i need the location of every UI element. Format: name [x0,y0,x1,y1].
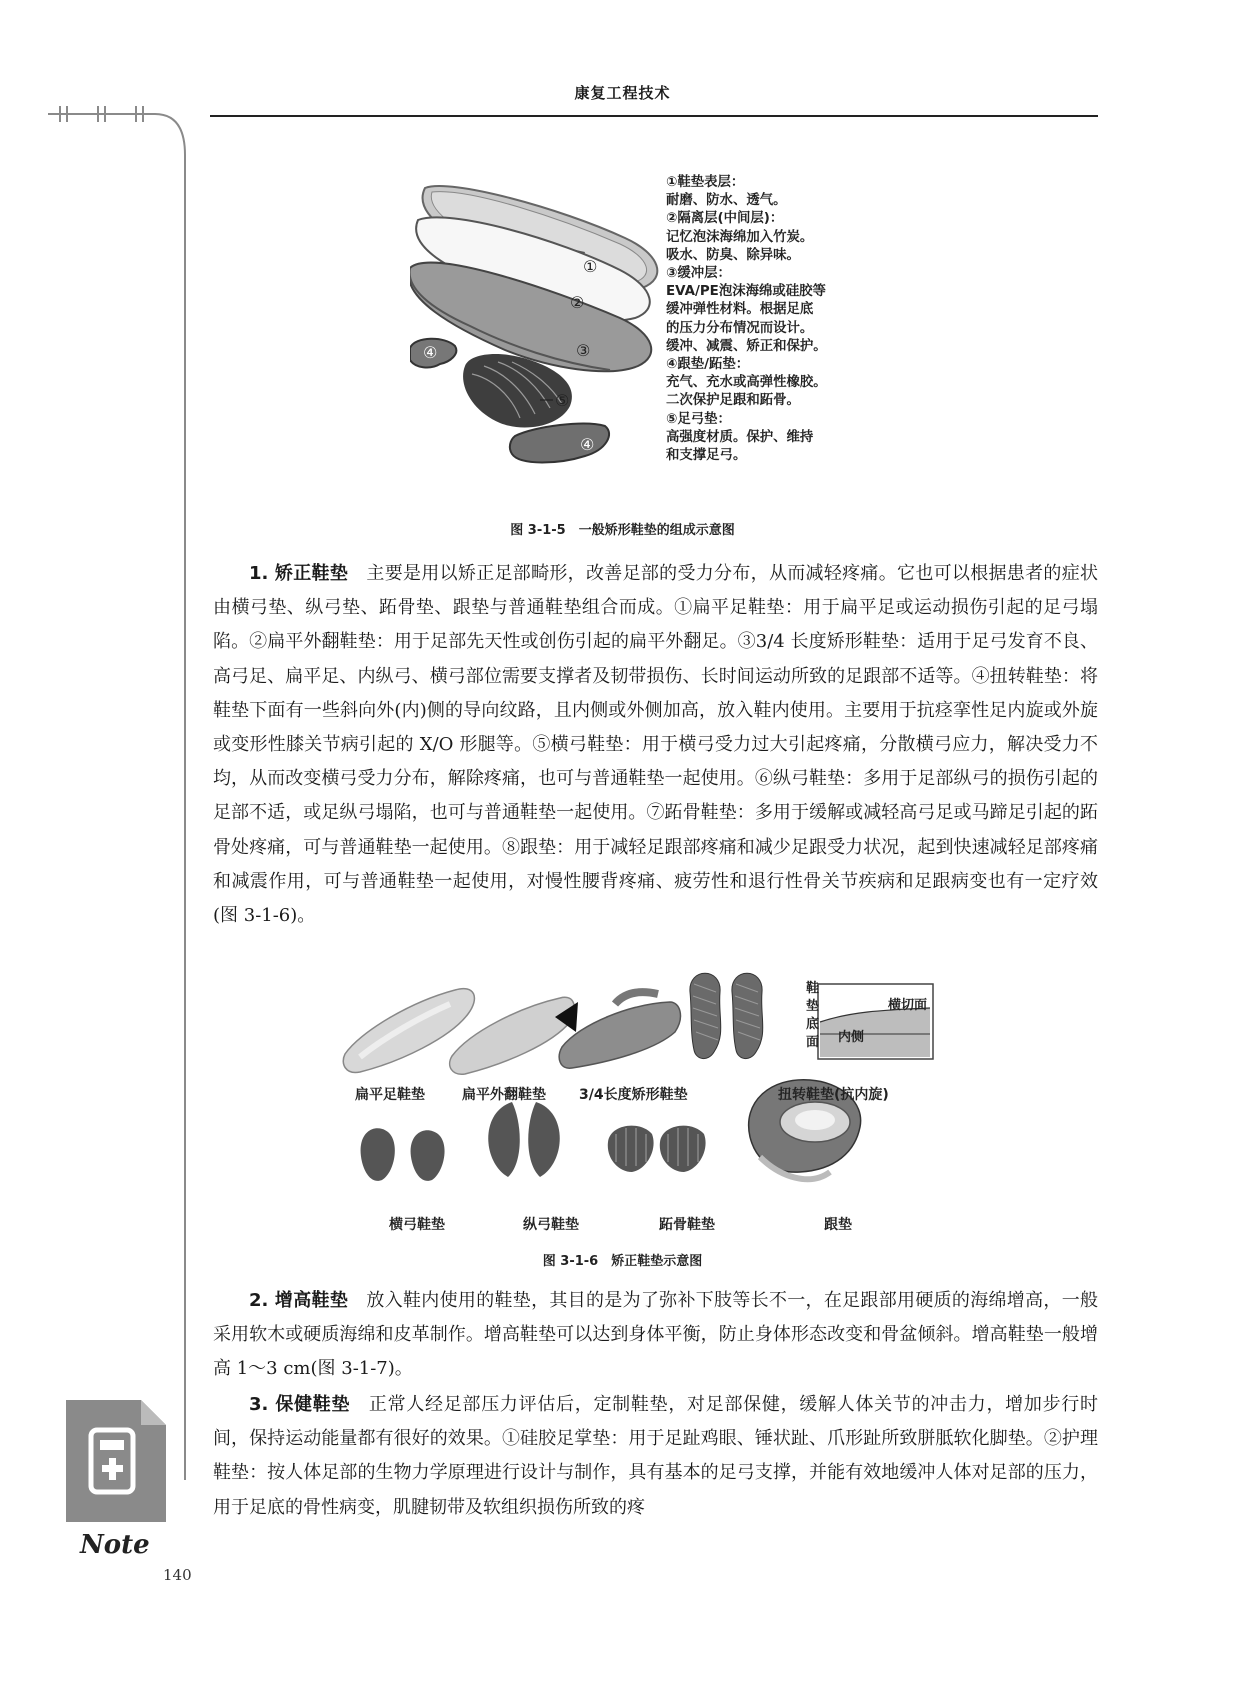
page-number: 140 [163,1566,192,1584]
label-sole-bottom: 鞋垫底面 [806,981,820,1050]
paragraph-corrective-insoles [213,557,1098,933]
margin-ornament [0,100,200,1500]
label-three-quarter-insole: 3/4长度矫形鞋垫 [579,1087,688,1103]
label-torsion-insole: 扭转鞋垫(抗内旋) [778,1087,889,1103]
paragraph-lead: 3. 保健鞋垫 [249,1394,351,1415]
marker-heel-pad: ④ [423,343,438,362]
paragraph-lead: 2. 增高鞋垫 [249,1290,349,1311]
running-header-title: 康复工程技术 [574,84,671,102]
legend-line: 缓冲、减震、矫正和保护。 [666,338,827,354]
figure-caption-3-1-5: 图 3-1-5 一般矫形鞋垫的组成示意图 [510,523,735,538]
label-cross-section: 横切面 [888,998,928,1013]
label-valgus-insole: 扁平外翻鞋垫 [462,1087,546,1103]
legend-line: 缓冲弹性材料。根据足底 [666,302,814,318]
paragraph-lead: 1. 矫正鞋垫 [249,563,349,584]
legend-line: 二次保护足跟和跖骨。 [666,393,800,409]
paragraph-health-insoles [213,1388,1098,1525]
label-metatarsal-pad: 跖骨鞋垫 [659,1217,715,1233]
paragraph-height-insoles [213,1284,1098,1387]
insole-layers-legend [666,174,926,465]
legend-line: ⑤足弓垫： [666,411,731,427]
insole-layers-diagram [410,178,670,508]
marker-layer-1: ① [583,257,598,276]
legend-line: EVA/PE泡沫海绵或硅胶等 [666,284,826,300]
label-transverse-arch-pad: 横弓鞋垫 [389,1217,445,1233]
note-box-icon [66,1400,166,1522]
figure-caption-3-1-6: 图 3-1-6 矫正鞋垫示意图 [542,1254,703,1269]
legend-line: ①鞋垫表层： [666,175,745,190]
header-rule [210,115,1098,117]
label-heel-pad: 跟垫 [824,1217,852,1233]
marker-arch-pad: ⑤ [555,391,570,410]
legend-line: 和支撑足弓。 [666,448,747,464]
paragraph-text: 正常人经足部压力评估后，定制鞋垫，对足部保健，缓解人体关节的冲击力，增加步行时间，保持运动能量都有很好的效果。①硅胶足掌垫：用于足趾鸡眼、锤状趾、爪形趾所致胼胝软化脚垫。②护理鞋垫：按人体足部的生物力学原理进行设计与制作，具有基本的足弓支撑，并能有效地缓冲人体对足部的压力，用于足底的骨性病变，肌腱韧带及软组织损伤所致的疼 [213,1394,1099,1518]
legend-line: 的压力分布情况而设计。 [666,320,814,336]
marker-layer-2: ② [570,293,585,312]
label-longitudinal-arch-pad: 纵弓鞋垫 [523,1217,579,1233]
label-medial: 内侧 [838,1030,865,1045]
marker-metatarsal-pad: ④ [580,435,595,454]
legend-line: 充气、充水或高弹性橡胶。 [666,375,827,391]
legend-line: 耐磨、防水、透气。 [666,193,787,209]
legend-line: ④跟垫/跖垫： [666,357,750,373]
paragraph-text: 主要是用以矫正足部畸形，改善足部的受力分布，从而减轻疼痛。它也可以根据患者的症状由横弓垫、纵弓垫、跖骨垫、跟垫与普通鞋垫组合而成。①扁平足鞋垫：用于扁平足或运动损伤引起的足弓塌陷。②扁平外翻鞋垫：用于足部先天性或创伤引起的扁平外翻足。③3/4 长度矫形鞋垫：适用于足弓发育不良、高弓足、扁平足、内纵弓、横弓部位需要支撑者及韧带损伤、长时间运动所致的足跟部不适等。④扭转鞋垫：将鞋垫下面有一些斜向外(内)侧的导向纹路，且内侧或外侧加高，放入鞋内使用。主要用于抗痉挛性足内旋或外旋或变形性膝关节病引起的 X/O 形腿等。⑤横弓鞋垫：用于横弓受力过大引起疼痛，分散横弓应力，解决受力不均，从而改变横弓受力分布，解除疼痛，也可与普通鞋垫一起使用。⑥纵弓鞋垫：多用于足部纵弓的损伤引起的足部不适，或足纵弓塌陷，也可与普通鞋垫一起使用。⑦跖骨鞋垫：多用于缓解或减轻高弓足或马蹄足引起的跖骨处疼痛，可与普通鞋垫一起使用。⑧跟垫：用于减轻足跟部疼痛和减少足跟受力状况，起到快速减轻足部疼痛和减震作用，可与普通鞋垫一起使用，对慢性腰背疼痛、疲劳性和退行性骨关节疾病和足跟病变也有一定疗效(图 3-1-6)。 [213,563,1098,927]
marker-layer-3: ③ [576,341,591,360]
legend-line: 记忆泡沫海绵加入竹炭。 [666,229,814,245]
legend-line: 高强度材质。保护、维持 [666,429,814,445]
legend-line: ③缓冲层： [666,266,731,282]
note-label: Note [80,1530,150,1560]
legend-line: 吸水、防臭、除异味。 [666,247,800,263]
paragraph-text: 放入鞋内使用的鞋垫，其目的是为了弥补下肢等长不一，在足跟部用硬质的海绵增高，一般采用软木或硬质海绵和皮革制作。增高鞋垫可以达到身体平衡，防止身体形态改变和骨盆倾斜。增高鞋垫一般增高 1～3 cm(图 3-1-7)。 [213,1290,1098,1380]
label-flatfoot-insole: 扁平足鞋垫 [355,1087,425,1103]
legend-line: ②隔离层(中间层)： [666,211,784,227]
